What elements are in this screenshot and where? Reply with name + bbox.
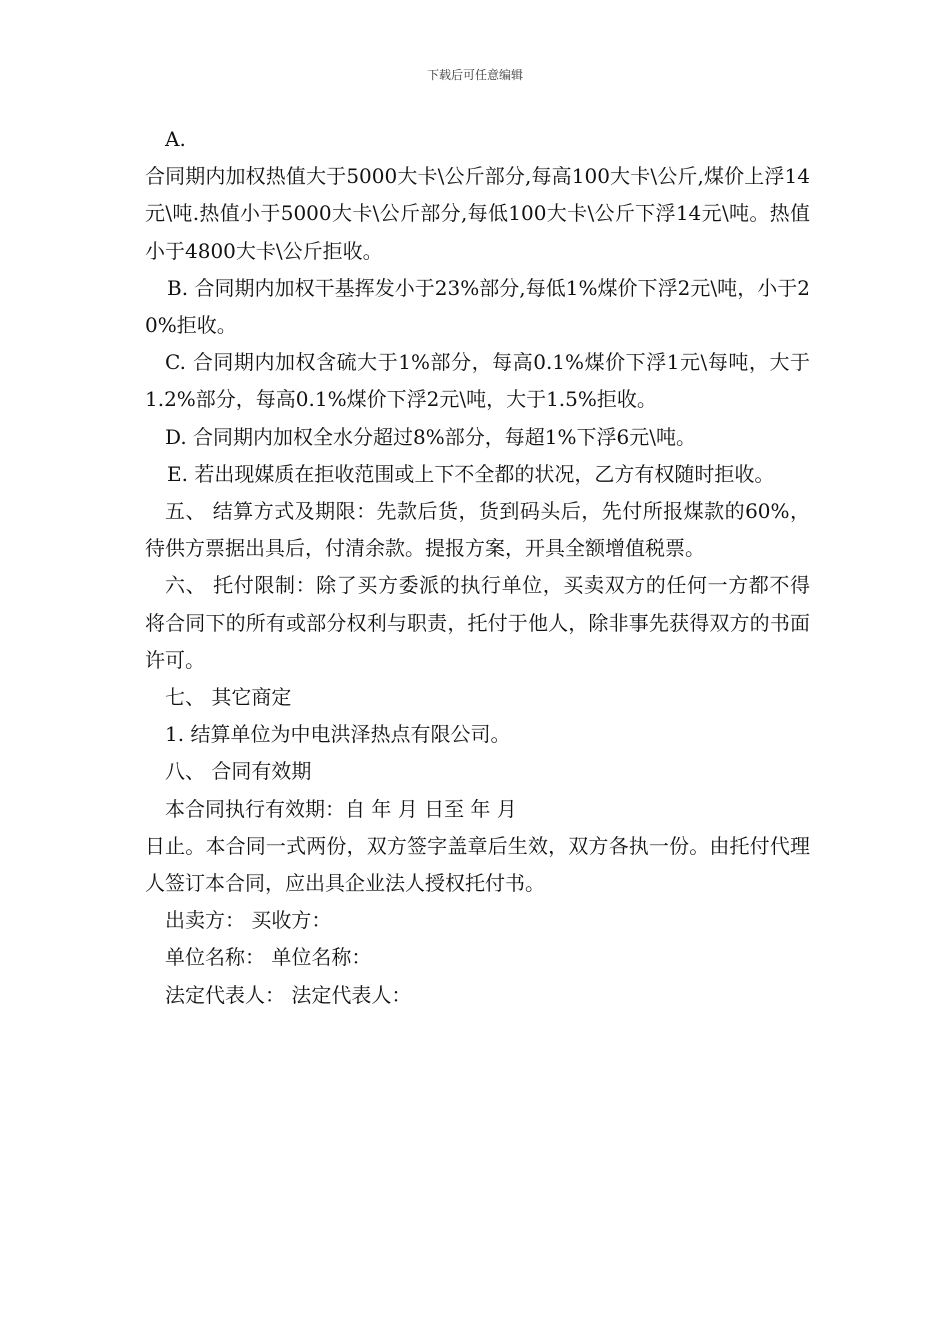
legal-reps: 法定代表人： 法定代表人： (165, 982, 412, 1007)
item-d: D. 合同期内加权全水分超过8%部分，每超1%下浮6元\吨。 (165, 424, 696, 449)
document-body (145, 121, 810, 1014)
item-c: C. 合同期内加权含硫大于1%部分，每高0.1%煤价下浮1元\每吨，大于1.2%部分，每高0.1%煤价下浮2元\吨，大于1.5%拒收。 (145, 350, 810, 412)
section-7: 七、 其它商定 (165, 685, 292, 710)
item-a-label: A. (165, 127, 186, 151)
section-8: 八、 合同有效期 (165, 759, 312, 784)
parties: 出卖方： 买收方： (165, 908, 332, 933)
unit-names: 单位名称： 单位名称： (165, 945, 372, 970)
validity-body: 日止。本合同一式两份，双方签字盖章后生效，双方各执一份。由托付代理人签订本合同，应出具企业法人授权托付书。 (145, 833, 810, 896)
validity-line: 本合同执行有效期：自 年 月 日至 年 月 (165, 796, 517, 821)
section-6: 六、 托付限制：除了买方委派的执行单位，买卖双方的任何一方都不得将合同下的所有或部分权利与职责，托付于他人，除非事先获得双方的书面许可。 (145, 573, 810, 672)
section-5: 五、 结算方式及期限：先款后货，货到码头后，先付所报煤款的60%，待供方票据出具后，付清余款。提报方案，开具全额增值税票。 (145, 499, 810, 561)
section-7-1: 1. 结算单位为中电洪泽热点有限公司。 (165, 722, 511, 747)
item-b: B. 合同期内加权干基挥发小于23%部分,每低1%煤价下浮2元\吨，小于20%拒收。 (145, 275, 810, 338)
item-a-body: 合同期内加权热值大于5000大卡\公斤部分,每高100大卡\公斤,煤价上浮14元\吨.热值小于5000大卡\公斤部分,每低100大卡\公斤下浮14元\吨。热值小于4800大卡\公斤拒收。 (145, 164, 810, 263)
page-header: 下载后可任意编辑 (426, 68, 523, 82)
item-e: E. 若出现媒质在拒收范围或上下不全都的状况，乙方有权随时拒收。 (167, 461, 775, 486)
